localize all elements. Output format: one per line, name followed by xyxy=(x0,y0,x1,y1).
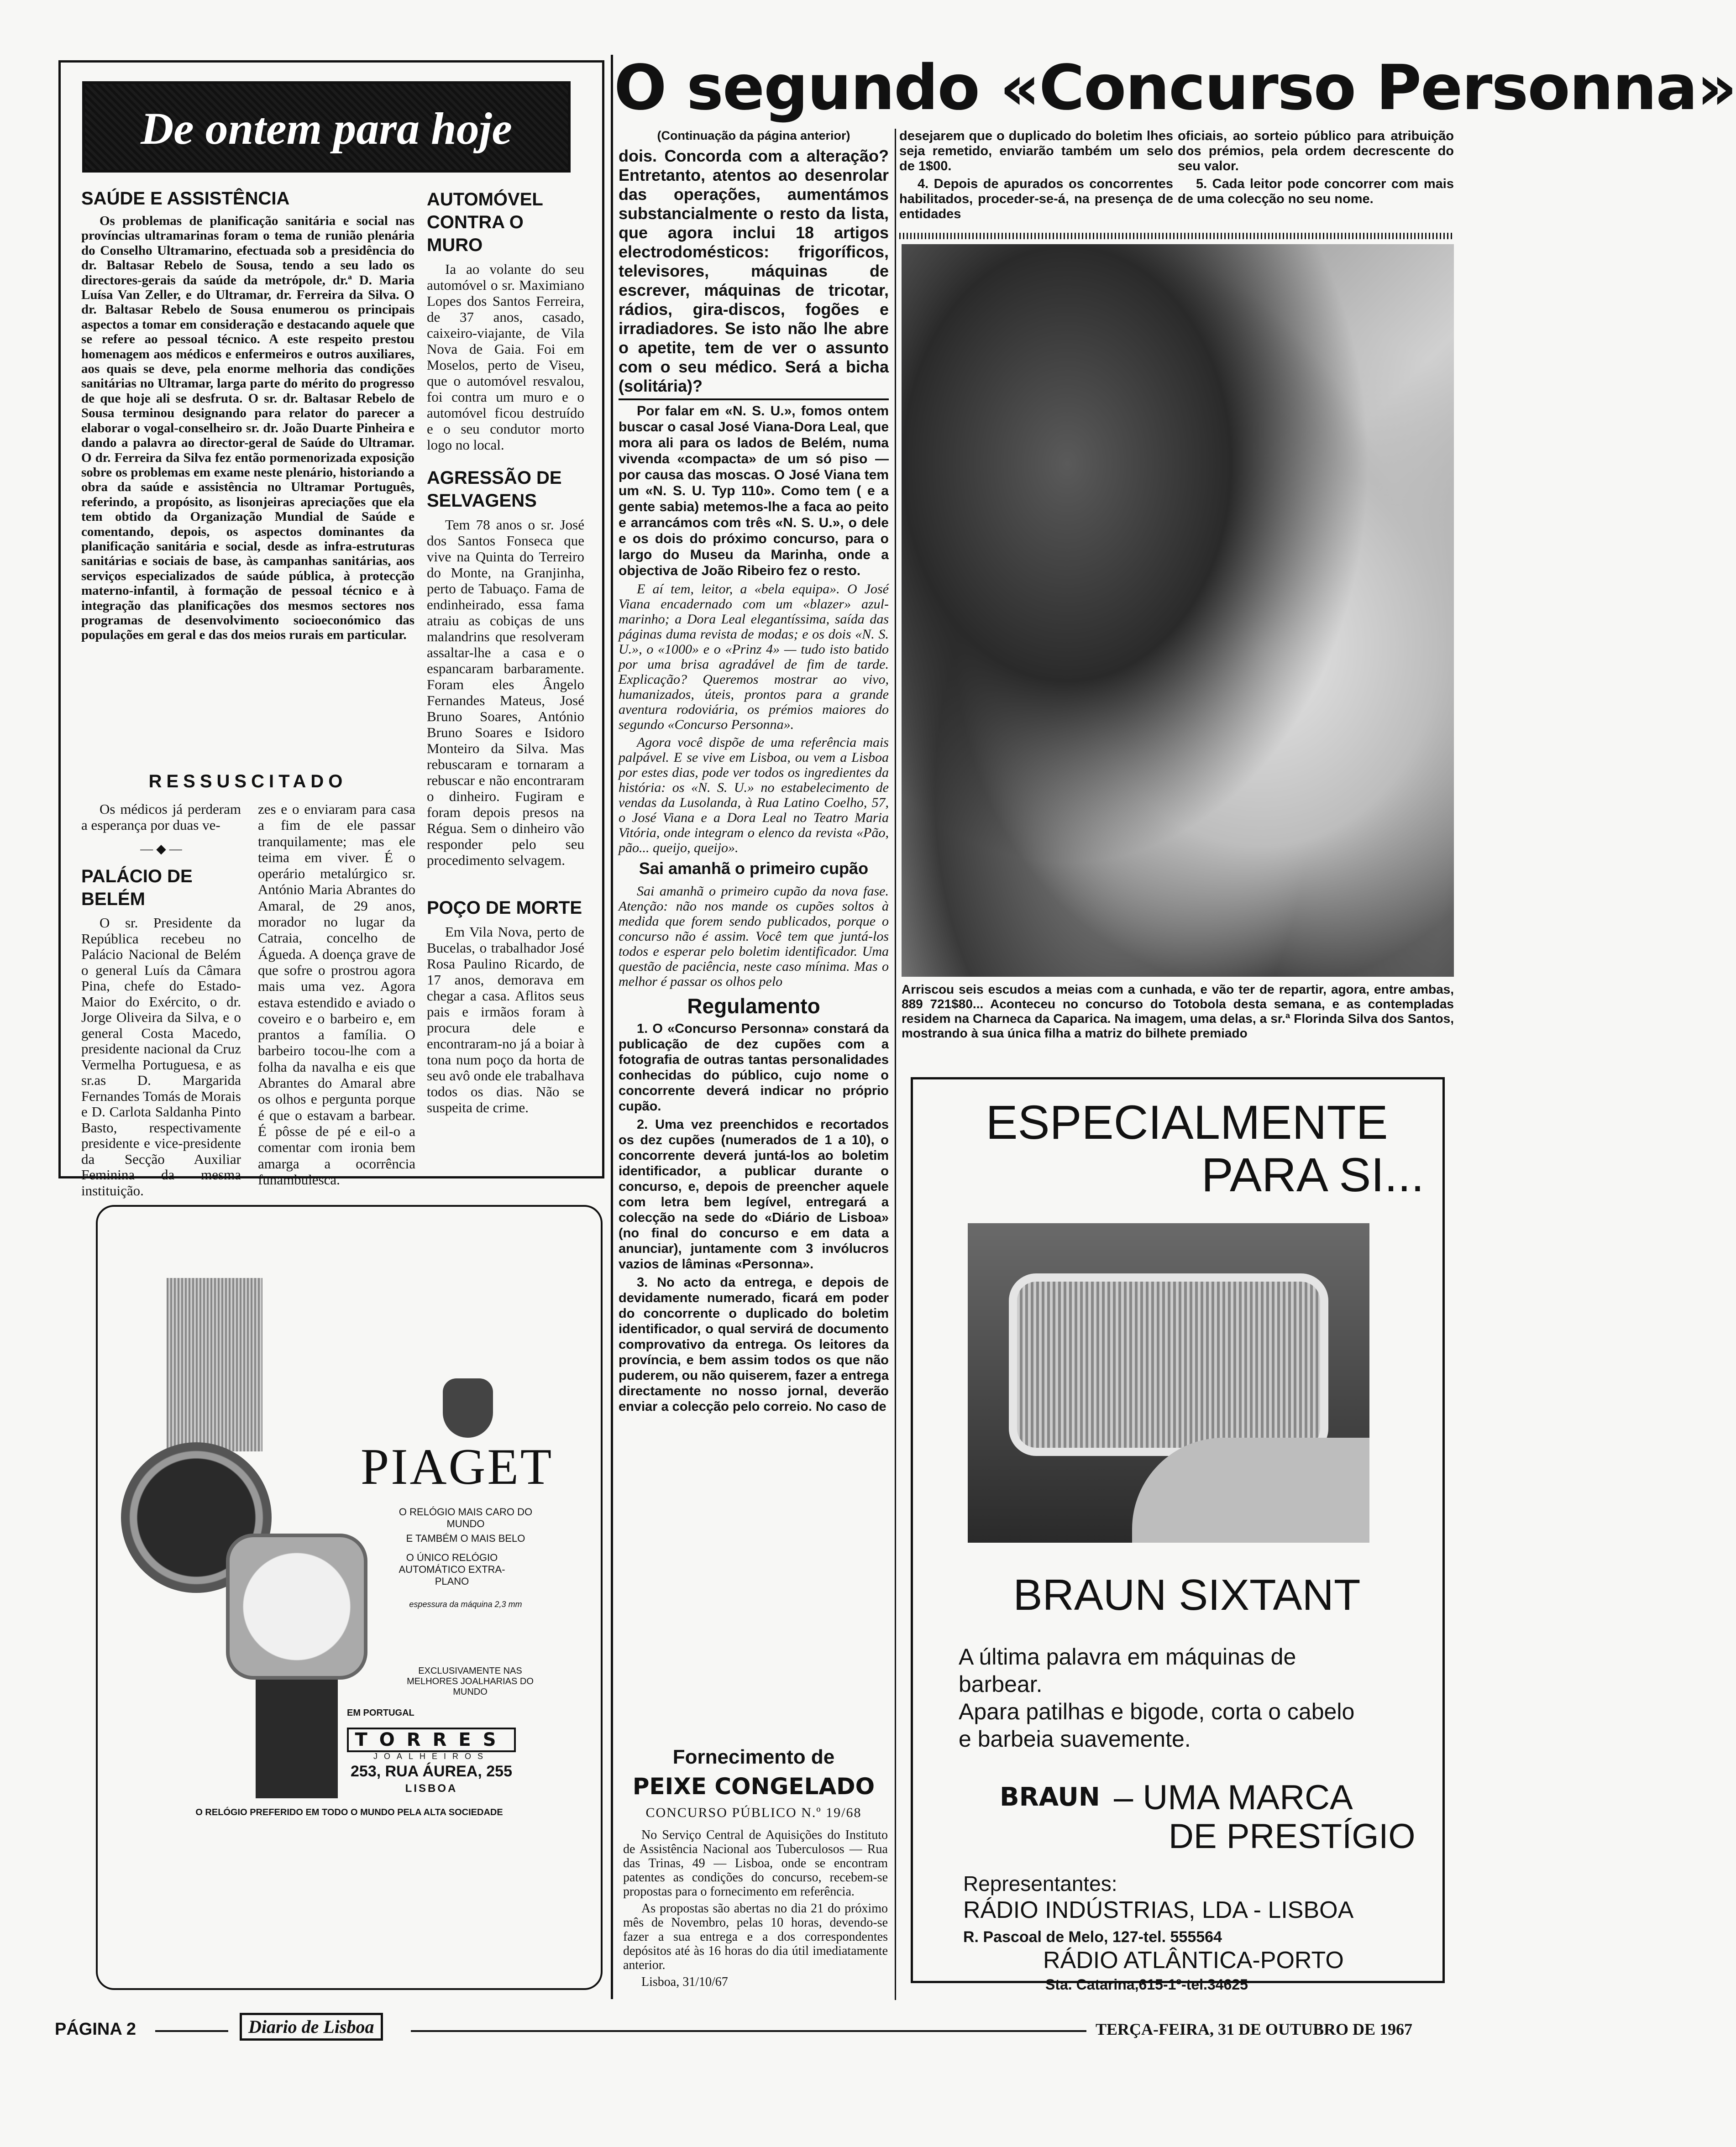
fornecimento-text2: As propostas são abertas no dia 21 do próximo mês de Novembro, pelas 10 horas, devendo-se fazer a sua entrega e a dos correspondentes depósitos até às 16 horas do dia útil imediatamente anterior. xyxy=(623,1901,888,1972)
ressuscitado-text-b: zes e o enviaram para casa a fim de ele passar tranquilamente; mas ele teima em viver. É o operário metalúrgico sr. António Maria Abrantes do Amaral, de 29 anos, morador no lugar da Catraia, concelho de Águeda. A doença grave de que sofre o prostrou agora mais uma vez. Agora estava estendido e aviado o coveiro e o barbeiro e, em prantos a família. O barbeiro tocou-lhe com a folha da navalha e eis que Abrantes do Amaral abre os olhos e pergunta porque é que o estavam a barbear. É pôsse de pé e eil-o a comentar com ironia bem amarga a ocorrência funambulesca. xyxy=(258,801,415,1188)
col2-top: desejarem que o duplicado do boletim lhes seja remetido, enviarão também um selo de 1$00. xyxy=(899,129,1173,173)
agressao-heading: AGRESSÃO DE SELVAGENS xyxy=(427,468,562,511)
footer-page: PÁGINA 2 xyxy=(55,2020,136,2039)
concurso-para1: dois. Concorda com a alteração? Entretanto, atentos ao desenrolar das operações, aumentámos substancialmente o resto da lista, que agora inclui 18 artigos electrodomésticos: frigoríficos, televisores, máquinas de escrever, máquinas de tricotar, rádios, gira-discos, fogões e irradiadores. Se isto não lhe abre o apetite, tem de ver o assunto com o seu médico. Será a bicha (solitária)? xyxy=(619,147,889,395)
poco-article xyxy=(427,895,584,1118)
banner xyxy=(82,81,571,173)
automovel-text: Ia ao volante do seu automóvel o sr. Maximiano Lopes dos Santos Ferreira, de 37 anos, casado, caixeiro-viajante, de Vila Nova de Gaia. Foi em Moselos, perto de Viseu, que o automóvel resvalou, foi contra um muro e o automóvel ficou destruído e o seu condutor morto logo no local. xyxy=(427,261,584,453)
piaget-line3: O ÚNICO RELÓGIO AUTOMÁTICO EXTRA-PLANO xyxy=(399,1552,505,1587)
saude-article xyxy=(81,186,414,761)
concurso-title: O segundo «Concurso Personna» xyxy=(614,52,1736,124)
torres-sub: JOALHEIROS xyxy=(373,1752,490,1761)
palacio-text: O sr. Presidente da República recebeu no Palácio Nacional de Belém o general Luís da Câmara Pina, chefe do Estado-Maior do Exército, o dr. Jorge Oliveira da Silva, e o general Costa Macedo, presidente nacional da Cruz Vermelha Portuguesa, e as sr.as D. Margarida Fernandes Tomás de Morais e D. Carlota Saldanha Pinto Basto, respectivamente presidente e vice-presidente da Secção Auxiliar Feminina da mesma instituição. xyxy=(81,915,241,1199)
divider-rule xyxy=(899,233,1454,239)
braun-slogan1: – UMA MARCA xyxy=(1114,1778,1353,1817)
braun-headline1: ESPECIALMENTE xyxy=(986,1096,1388,1149)
saude-heading: SAÚDE E ASSISTÊNCIA xyxy=(81,189,290,209)
poco-text: Em Vila Nova, perto de Bucelas, o trabalhador José Rosa Paulino Ricardo, de 17 anos, demorava em chegar a casa. Aflitos seus pais e irmãos foram à procura dele e encontraram-no já a boiar à tona num poço da horta de seu avô onde ele trabalhava todos os dias. Não se suspeita de crime. xyxy=(427,924,584,1115)
piaget-address: 253, RUA ÁUREA, 255 xyxy=(351,1763,512,1780)
photo-caption: Arriscou seis escudos a meias com a cunhada, e vão ter de repartir, agora, entre ambas, 889 721$80... Aconteceu no concurso do Totobola desta semana, e as contempladas residem na Charneca da Caparica. Na imagem, uma delas, a sr.ª Florinda Silva dos Santos, mostrando à sua única filha a matriz do bilhete premiado xyxy=(902,982,1454,1040)
footer-rule-left xyxy=(155,2030,228,2032)
watch-square-icon xyxy=(226,1534,367,1680)
concurso-para2: Por falar em «N. S. U.», fomos ontem buscar o casal José Viana-Dora Leal, que mora ali para os lados de Belém, numa vivenda «compacta» de um só piso — por causa das moscas. O José Viana tem um «N. S. U. Typ 110». Como tem ( e a gente sabia) metemos-lhe a faca ao peito e arrancámos com três «N. S. U.», o dele e os dois do próximo concurso, para o largo do Museu da Marinha, onde a objectiva de João Ribeiro fez o resto. xyxy=(619,403,889,578)
fornecimento-body xyxy=(623,1828,888,1992)
agressao-text: Tem 78 anos o sr. José dos Santos Fonseca que vive na Quinta do Terreiro do Monte, na Granjinha, perto de Tabuaço. Fama de endinheirado, essa fama atraiu as cobiças de uns malandrins que resolveram assaltar-lhe a casa e o espancaram barbaramente. Foram eles Ângelo Fernandes Mateus, José Bruno Soares, António Bruno Soares e Isidoro Monteiro da Silva. Mas rebuscaram e tornaram a rebuscar e não encontraram o dinheiro. Fugiram e foram depois presos na Régua. Sem o dinheiro vão responder pelo seu procedimento selvagem. xyxy=(427,517,584,868)
banner-title: De ontem para hoje xyxy=(141,103,512,154)
braun-rep1: RÁDIO INDÚSTRIAS, LDA - LISBOA xyxy=(963,1897,1354,1923)
piaget-in-portugal: EM PORTUGAL xyxy=(347,1708,414,1718)
sai-text: Sai amanhã o primeiro cupão da nova fase. Atenção: não nos mande os cupões soltos à medida que forem sendo publicados, porque o concurso não é assim. Você tem que juntá-los todos e esperar pelo boletim identificador. Uma questão de paciência, neste caso mínima. Mas o melhor é passar os olhos pelo xyxy=(619,884,889,989)
concurso-para3: E aí tem, leitor, a «bela equipa». O José Viana encadernado com um «blazer» azul-marinho; a Dora Leal elegantíssima, saída das páginas duma revista de modas; e os dois «N. S. U.», o «1000» e o «Prinz 4» — tudo isto batido por uma brisa agradável de fim de tarde. Explicação? Queremos mostrar ao vivo, humanizados, úteis, prontos para a grande aventura rodoviária, os prémios maiores do segundo «Concurso Personna». xyxy=(619,581,889,732)
concurso-col3 xyxy=(1178,129,1454,209)
ressuscitado-text-a: Os médicos já perderam a esperança por duas ve- xyxy=(81,801,241,833)
braun-rep2-addr: Sta. Catarina,615-1º-tel.34625 xyxy=(1045,1976,1248,1993)
braun-rep1-addr: R. Pascoal de Melo, 127-tel. 555564 xyxy=(963,1928,1222,1946)
torres-logo: TORRES xyxy=(347,1728,516,1752)
piaget-city: LISBOA xyxy=(405,1782,458,1795)
braun-text1: A última palavra em máquinas de barbear. xyxy=(959,1644,1296,1697)
shaver-photo xyxy=(968,1223,1369,1543)
shaver-icon xyxy=(1009,1273,1328,1456)
footer-newspaper: Diario de Lisboa xyxy=(240,2013,383,2041)
concurso-col-sep xyxy=(895,129,896,2000)
continuation-note: (Continuação da página anterior) xyxy=(657,129,850,142)
ressuscitado-col-a xyxy=(81,801,241,1201)
braun-text2: Apara patilhas e bigode, corta o cabelo e barbeia suavemente. xyxy=(959,1699,1355,1752)
fornecimento-subtitle: CONCURSO PÚBLICO N.º 19/68 xyxy=(645,1805,862,1820)
braun-product: BRAUN SIXTANT xyxy=(1013,1571,1361,1619)
poco-heading: POÇO DE MORTE xyxy=(427,898,582,918)
braun-headline2: PARA SI... xyxy=(1201,1148,1424,1202)
fornecimento-signoff: Lisboa, 31/10/67 xyxy=(641,1975,728,1989)
reg3: 3. No acto da entrega, e depois de devidamente numerado, ficará em poder do concorrente o duplicado do boletim identificador, o qual servirá de documento comprovativo da entrega. Os leitores da província, e bem assim todos os que não puderem, ou não quiserem, fazer a entrega directamente no nosso jornal, deverão enviar a colecção pelo correio. No caso de xyxy=(619,1275,889,1414)
braun-rep2: RÁDIO ATLÂNTICA-PORTO xyxy=(1043,1947,1344,1974)
footer-rule-right xyxy=(411,2030,1086,2032)
strap xyxy=(256,1680,338,1798)
ressuscitado-col-b xyxy=(258,801,415,1190)
saude-text: Os problemas de planificação sanitária e social nas províncias ultramarinas foram o tema de runião plenária do Conselho Ultramarino, efectuada sob a presidência do dr. Baltasar Rebelo de Sousa, tendo a seu lado os directores-gerais da saúde da metrópole, dr.ª D. Maria Luísa Van Zeller, e do Ultramar, dr. Ferreira da Silva. O dr. Baltasar Rebelo de Sousa enumerou os principais aspectos a tomar em consideração e destacando aquele que se refere ao pessoal técnico. A este respeito prestou homenagem aos médicos e enfermeiros e outros auxiliares, aos quais se deve, pela enorme melhoria das condições sanitárias no Ultramar, larga parte do mérito do progresso de que hoje ali se desfruta. O sr. dr. Baltasar Rebelo de Sousa terminou designando para relator do parecer a elaborar o vogal-conselheiro sr. dr. João Duarte Pinheira e dando a palavra ao director-geral de Saúde do Ultramar. O dr. Ferreira da Silva fez então pormenorizada exposição sobre os problemas em exame neste plenário, historiando a obra da saúde e assistência no Ultramar Português, referindo, a propósito, as lisonjeiras apreciações que ela tem obtido da Organização Mundial de Saúde e comentando, depois, os aspectos dominantes da planificação sanitária e social, desde as infra-estruturas sanitárias e sociais de base, às campanhas sanitárias, aos serviços especializados de saúde pública, à protecção materno-infantil, à formação de pessoal técnico e à integração das planificações dos mesmos sectores nos programas de desenvolvimento socioeconómico das populações em geral e das dos meios rurais em particular. xyxy=(81,214,414,643)
automovel-heading: AUTOMÓVEL CONTRA O MURO xyxy=(427,189,543,255)
fornecimento-text1: No Serviço Central de Aquisições do Instituto de Assistência Nacional aos Tuberculosos — Rua das Trinas, 49 — Lisboa, onde se encontram patentes as condições do concurso, recebem-se propostas para o fornecimento em referência. xyxy=(623,1828,888,1899)
reg5: 5. Cada leitor pode concorrer com mais de uma colecção no seu nome. xyxy=(1178,177,1454,206)
reg1: 1. O «Concurso Personna» constará da publicação de dez cupões com a fotografia de outras tantas personalidades conhecidas do público, cujo nome o concorrente deverá indicar no próprio cupão. xyxy=(619,1021,889,1114)
piaget-brand: PIAGET xyxy=(361,1439,554,1495)
braun-slogan2: DE PRESTÍGIO xyxy=(1169,1817,1416,1856)
fornecimento-heading: Fornecimento de xyxy=(672,1746,835,1768)
piaget-line4: espessura da máquina 2,3 mm xyxy=(409,1600,522,1609)
ressuscitado-heading: RESSUSCITADO xyxy=(148,771,347,791)
piaget-line2: E TAMBÉM O MAIS BELO xyxy=(406,1533,525,1544)
piaget-footer: O RELÓGIO PREFERIDO EM TODO O MUNDO PELA ALTA SOCIEDADE xyxy=(195,1807,503,1817)
fornecimento-title: PEIXE CONGELADO xyxy=(632,1773,875,1800)
automovel-article xyxy=(427,186,584,871)
bracelet xyxy=(167,1278,262,1451)
regulamento-heading: Regulamento xyxy=(687,994,820,1018)
concurso-col2 xyxy=(899,129,1173,225)
col3-top: oficiais, ao sorteio público para atribuição dos prémios, pela ordem decrescente do seu valor. xyxy=(1178,129,1454,173)
braun-representantes: Representantes: xyxy=(963,1872,1117,1896)
concurso-para4: Agora você dispõe de uma referência mais palpável. E se vive em Lisboa, ou vem a Lisboa por estes dias, pode ver todos os ingredientes da história: os «N. S. U.» no estabelecimento de vendas da Lusolanda, à Rua Latino Coelho, 57, o José Viana e a Dora Leal no Teatro Maria Vitória, onde integram o elenco da revista «Pão, pão... queijo, queijo». xyxy=(619,735,889,855)
braun-logo: BRAUN xyxy=(1000,1782,1100,1812)
sai-heading: Sai amanhã o primeiro cupão xyxy=(639,859,869,878)
reg4: 4. Depois de apurados os concorrentes habilitados, proceder-se-á, na presença de entidades xyxy=(899,177,1173,221)
concurso-col1 xyxy=(619,129,889,1417)
ornament: — ◆ — xyxy=(140,842,182,856)
footer-date: TERÇA-FEIRA, 31 DE OUTUBRO DE 1967 xyxy=(1096,2020,1413,2038)
reg2: 2. Uma vez preenchidos e recortados os dez cupões (numerados de 1 a 10), o concorrente deverá juntá-los ao boletim identificador, a publicar durante o concurso, e, depois de preencher aquele com letra bem legível, entregará a colecção na sede do «Diário de Lisboa» (no final do concurso e em data a anunciar), juntamente com 3 invólucros vazios de lâminas «Personna». xyxy=(619,1117,889,1272)
concurso-rule-left xyxy=(611,55,613,1999)
piaget-line5: EXCLUSIVAMENTE NAS MELHORES JOALHARIAS DO MUNDO xyxy=(407,1666,534,1697)
photo-totobola xyxy=(902,244,1454,977)
crest-icon xyxy=(443,1378,493,1438)
palacio-heading: PALÁCIO DE BELÉM xyxy=(81,866,193,909)
piaget-line1: O RELÓGIO MAIS CARO DO MUNDO xyxy=(399,1506,533,1529)
